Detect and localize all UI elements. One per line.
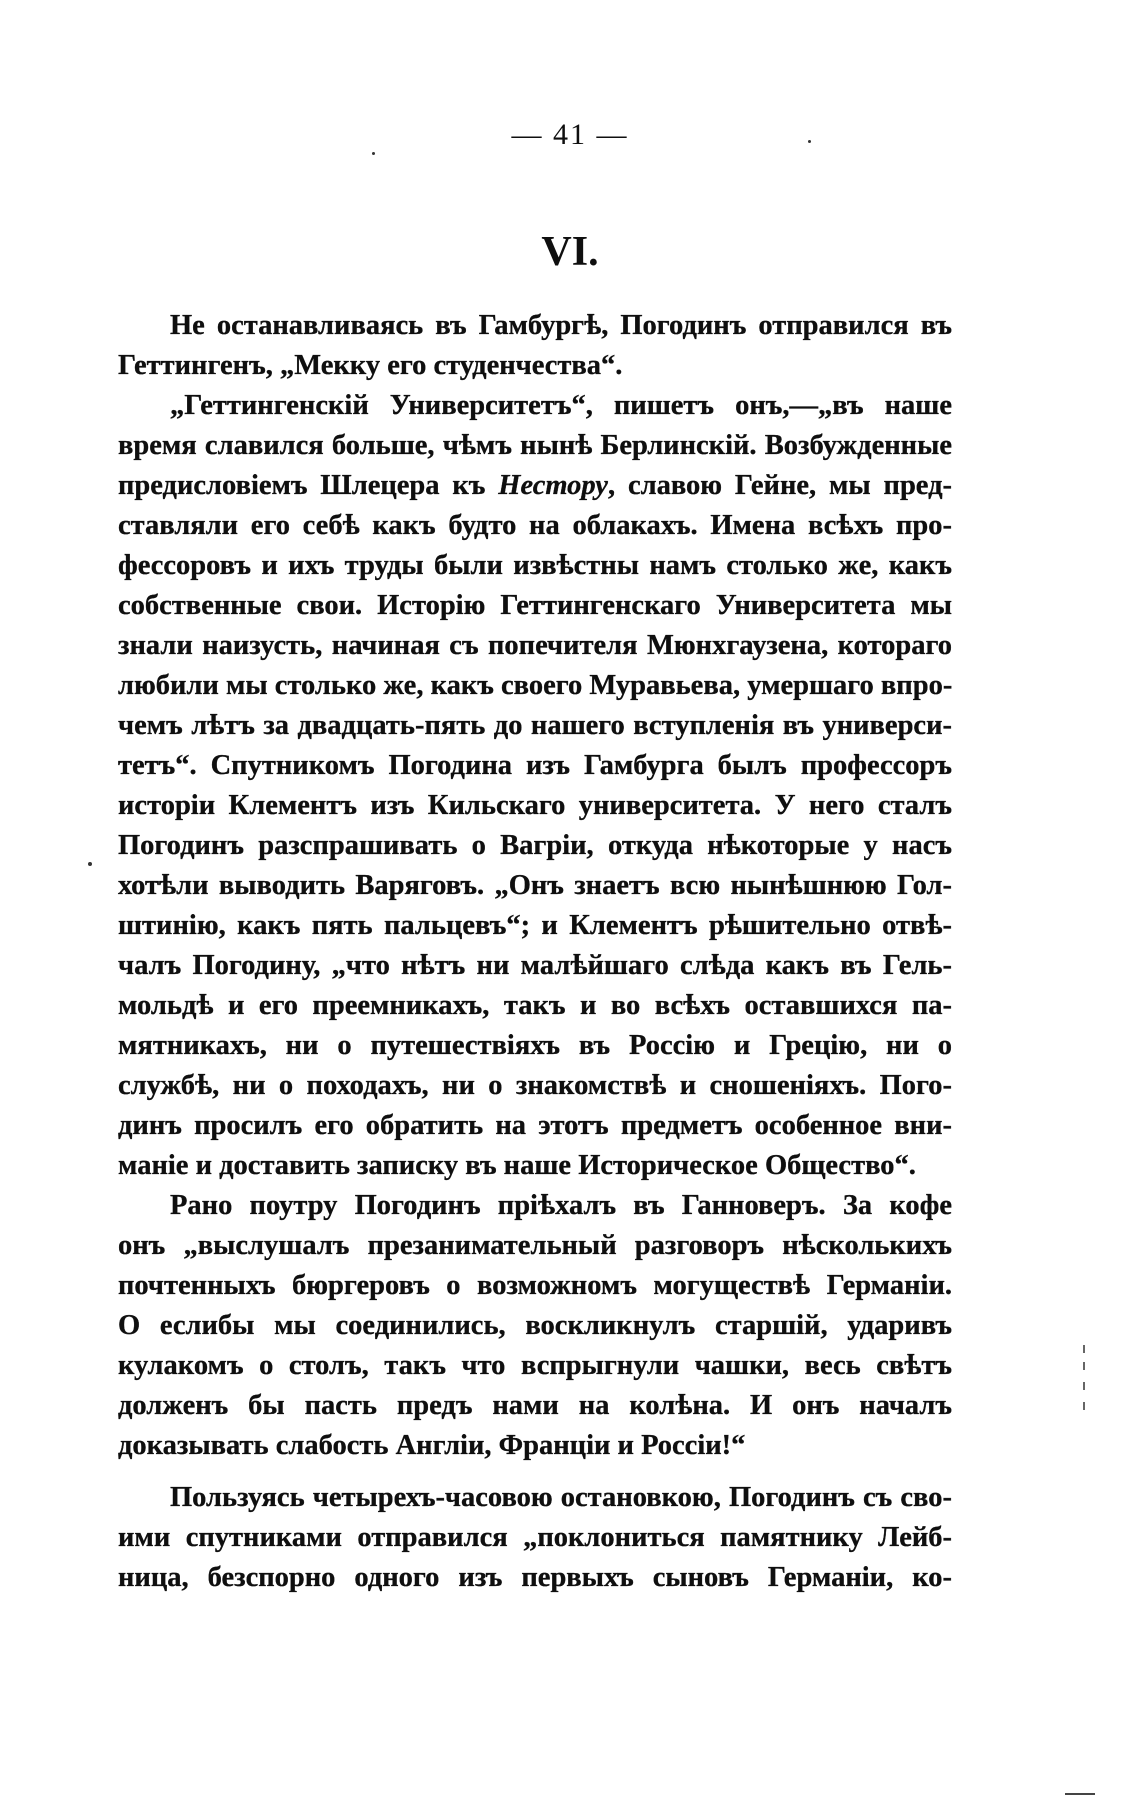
text-line: тетъ“. Спутникомъ Погодина изъ Гамбурга былъ профессоръ bbox=[118, 750, 952, 781]
text-line: чалъ Погодину, „что нѣтъ ни малѣйшаго слѣда какъ въ Гель- bbox=[118, 950, 952, 981]
text-line: предисловіемъ Шлецера къ Нестору, славою Гейне, мы пред- bbox=[118, 470, 952, 501]
scan-speck bbox=[1083, 1382, 1085, 1390]
text-line: кулакомъ о столъ, такъ что вспрыгнули чашки, весь свѣтъ bbox=[118, 1350, 952, 1381]
text-line: Пользуясь четырехъ-часовою остановкою, Погодинъ съ сво- bbox=[170, 1482, 952, 1513]
text-line: ими спутниками отправился „поклониться памятнику Лейб- bbox=[118, 1522, 952, 1553]
text-line: службѣ, ни о походахъ, ни о знакомствѣ и сношеніяхъ. Пого- bbox=[118, 1070, 952, 1101]
text-line: время славился больше, чѣмъ нынѣ Берлинскій. Возбужденные bbox=[118, 430, 952, 461]
text-line: собственные свои. Исторію Геттингенскаго Университета мы bbox=[118, 590, 952, 621]
italic-word: Нестору bbox=[498, 470, 608, 501]
text-line: Не останавливаясь въ Гамбургѣ, Погодинъ отправился въ bbox=[170, 310, 952, 341]
text-line: любили мы столько же, какъ своего Муравьева, умершаго впро- bbox=[118, 670, 953, 701]
page-edge-rule bbox=[1065, 1793, 1095, 1795]
text-line: фессоровъ и ихъ труды были извѣстны намъ столько же, какъ bbox=[118, 550, 952, 581]
page-number: — 41 — bbox=[511, 118, 629, 151]
text-line: динъ просилъ его обратить на этотъ предметъ особенное вни- bbox=[118, 1110, 952, 1141]
text-line: ставляли его себѣ какъ будто на облакахъ. Имена всѣхъ про- bbox=[118, 510, 952, 541]
paragraph-1 bbox=[118, 306, 952, 386]
text-line: Погодинъ разспрашивать о Вагріи, откуда нѣкоторые у насъ bbox=[118, 830, 952, 861]
text-line: чемъ лѣтъ за двадцать-пять до нашего вступленія въ универси- bbox=[118, 710, 952, 741]
scan-speck bbox=[1083, 1362, 1085, 1370]
text-line: исторіи Клементъ изъ Кильскаго университета. У него сталъ bbox=[118, 790, 952, 821]
text-line: хотѣли выводить Варяговъ. „Онъ знаетъ всю нынѣшнюю Гол- bbox=[118, 870, 952, 901]
text-line: Рано поутру Погодинъ пріѣхалъ въ Ганноверъ. За кофе bbox=[170, 1190, 952, 1221]
text-line: мятникахъ, ни о путешествіяхъ въ Россію и Грецію, ни о bbox=[118, 1030, 952, 1061]
text-line: почтенныхъ бюргеровъ о возможномъ могуществѣ Германіи. bbox=[118, 1270, 952, 1301]
paragraph-2 bbox=[118, 386, 952, 1186]
scan-speck bbox=[88, 862, 92, 866]
text-line: онъ „выслушалъ презанимательный разговоръ нѣсколькихъ bbox=[118, 1230, 952, 1261]
text-line: маніе и доставить записку въ наше Историческое Общество“. bbox=[118, 1150, 916, 1181]
text-line: доказывать слабость Англіи, Франціи и Россіи!“ bbox=[118, 1430, 746, 1461]
paragraph-4 bbox=[118, 1478, 952, 1598]
text-block bbox=[118, 306, 952, 1598]
text-line: ница, безспорно одного изъ первыхъ сыновъ Германіи, ко- bbox=[118, 1562, 952, 1593]
scan-speck bbox=[1083, 1402, 1085, 1410]
text-line: „Геттингенскій Университетъ“, пишетъ онъ,—„въ наше bbox=[170, 390, 952, 421]
scan-speck bbox=[808, 140, 811, 143]
text-line: О еслибы мы соединились, воскликнулъ старшій, ударивъ bbox=[118, 1310, 952, 1341]
paragraph-3 bbox=[118, 1186, 952, 1466]
text-line: знали наизусть, начиная съ попечителя Мюнхгаузена, котораго bbox=[118, 630, 952, 661]
chapter-heading: VI. bbox=[541, 229, 599, 275]
scan-speck bbox=[1083, 1345, 1085, 1353]
text-line: долженъ бы пасть предъ нами на колѣна. И онъ началъ bbox=[118, 1390, 952, 1421]
text-line: Геттингенъ, „Мекку его студенчества“. bbox=[118, 350, 623, 381]
text-line: штинію, какъ пять пальцевъ“; и Клементъ рѣшительно отвѣ- bbox=[118, 910, 952, 941]
text-line: мольдѣ и его преемникахъ, такъ и во всѣхъ оставшихся па- bbox=[118, 990, 952, 1021]
scan-speck bbox=[372, 152, 375, 155]
